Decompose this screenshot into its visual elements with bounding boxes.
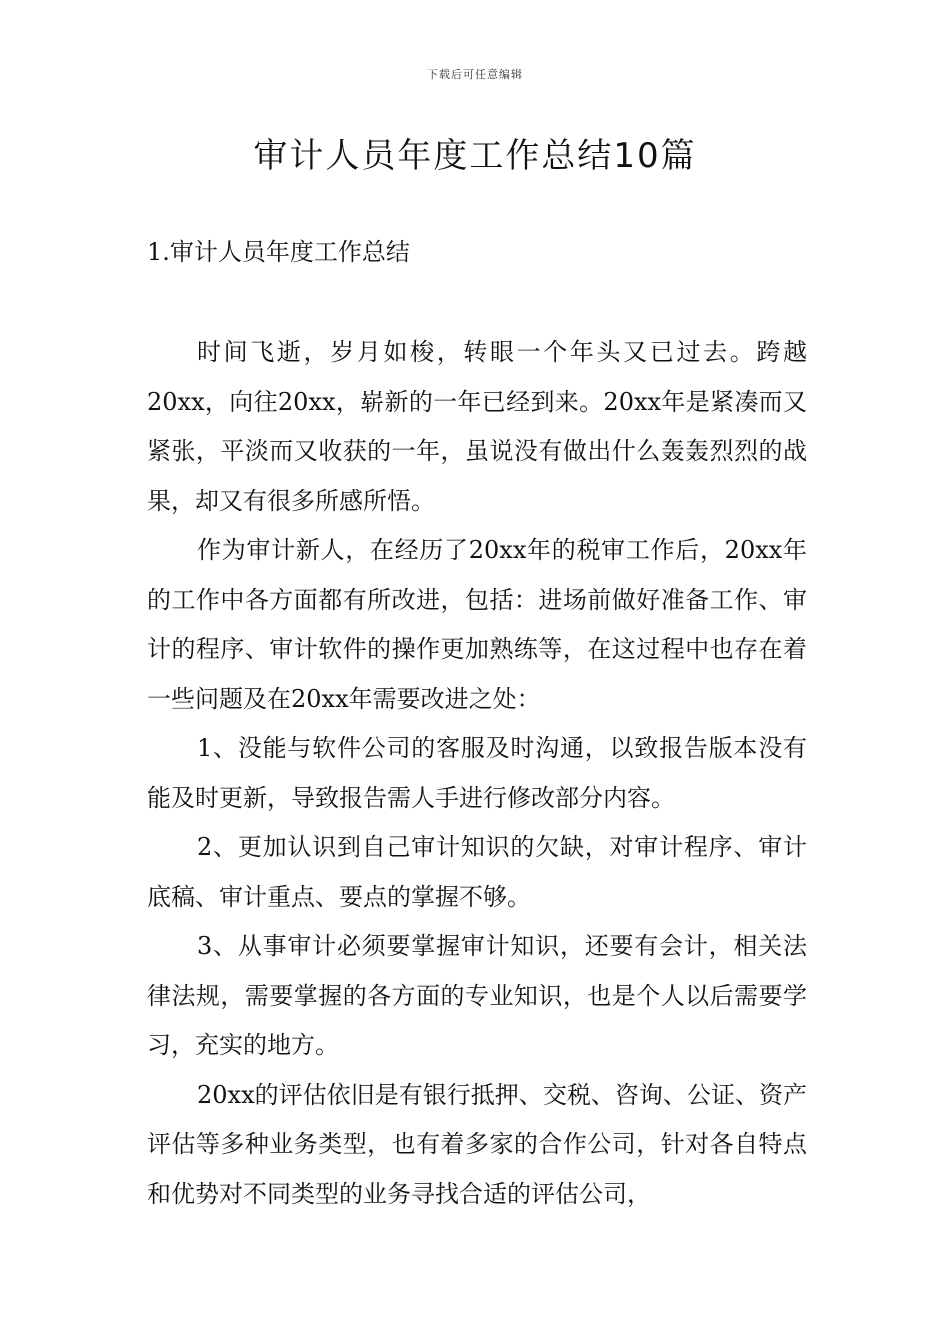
paragraph: 20xx的评估依旧是有银行抵押、交税、咨询、公证、资产评估等多种业务类型，也有着多家的合作公司，针对各自特点和优势对不同类型的业务寻找合适的评估公司， <box>147 1080 807 1208</box>
paragraph: 1、没能与软件公司的客服及时沟通，以致报告版本没有能及时更新，导致报告需人手进行修改部分内容。 <box>147 734 807 812</box>
document-title: 审计人员年度工作总结10篇 <box>253 136 697 176</box>
paragraph: 2、更加认识到自己审计知识的欠缺，对审计程序、审计底稿、审计重点、要点的掌握不够。 <box>147 833 807 911</box>
paragraph: 作为审计新人，在经历了20xx年的税审工作后，20xx年的工作中各方面都有所改进，包括：进场前做好准备工作、审计的程序、审计软件的操作更加熟练等，在这过程中也存在着一些问题及在20xx年需要改进之处： <box>147 536 807 713</box>
paragraph: 时间飞逝，岁月如梭，转眼一个年头又已过去。跨越20xx，向往20xx，崭新的一年已经到来。20xx年是紧凑而又紧张，平淡而又收获的一年，虽说没有做出什么轰轰烈烈的战果，却又有很多所感所悟。 <box>147 338 807 515</box>
section-heading: 1.审计人员年度工作总结 <box>147 238 410 266</box>
document-body <box>147 328 807 1219</box>
header-note: 下载后可任意编辑 <box>427 68 523 81</box>
paragraph: 3、从事审计必须要掌握审计知识，还要有会计，相关法律法规，需要掌握的各方面的专业知识，也是个人以后需要学习，充实的地方。 <box>147 932 807 1059</box>
